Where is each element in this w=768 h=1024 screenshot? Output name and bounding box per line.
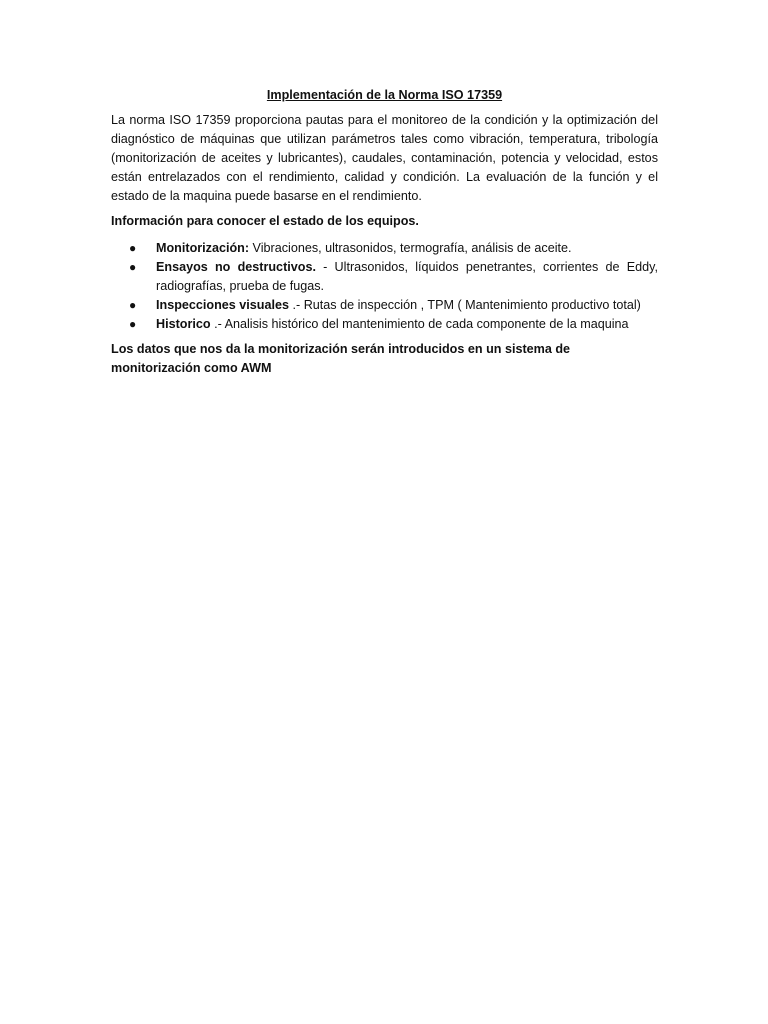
list-item [111, 239, 658, 258]
bullet-text: .- Analisis histórico del mantenimiento de cada componente de la maquina [210, 317, 629, 331]
intro-paragraph: La norma ISO 17359 proporciona pautas para el monitoreo de la condición y la optimización del diagnóstico de máquinas que utilizan parámetros tales como vibración, temperatura, tribología (monitorización de aceites y lubricantes), caudales, contaminación, potencia y velocidad, estos están entrelazados con el rendimiento, calidad y condición. La evaluación de la función y el estado de la maquina puede basarse en el rendimiento. [111, 113, 658, 203]
bullet-icon: ● [129, 241, 137, 255]
bullet-label: Monitorización: [156, 241, 250, 255]
bullet-icon: ● [129, 260, 137, 274]
document-title: Implementación de la Norma ISO 17359 [266, 88, 503, 102]
bullet-text: Vibraciones, ultrasonidos, termografía, análisis de aceite. [249, 241, 572, 255]
bullet-label: Historico [156, 317, 211, 331]
document-page [111, 86, 658, 378]
bullet-text: - Ultrasonidos, líquidos penetrantes, corrientes de Eddy, radiografías, prueba de fugas. [156, 260, 658, 293]
bullet-text: .- Rutas de inspección , TPM ( Mantenimiento productivo total) [289, 298, 641, 312]
list-item [111, 296, 658, 315]
list-item [111, 258, 658, 296]
bullet-icon: ● [129, 317, 137, 331]
closing-paragraph: Los datos que nos da la monitorización serán introducidos en un sistema de monitorización como AWM [111, 342, 571, 375]
bullet-icon: ● [129, 298, 137, 312]
list-item [111, 315, 658, 334]
bullet-label: Ensayos no destructivos. [156, 260, 316, 274]
bullet-list [111, 239, 658, 334]
bullet-label: Inspecciones visuales [156, 298, 290, 312]
section-heading: Información para conocer el estado de los equipos. [111, 214, 419, 228]
